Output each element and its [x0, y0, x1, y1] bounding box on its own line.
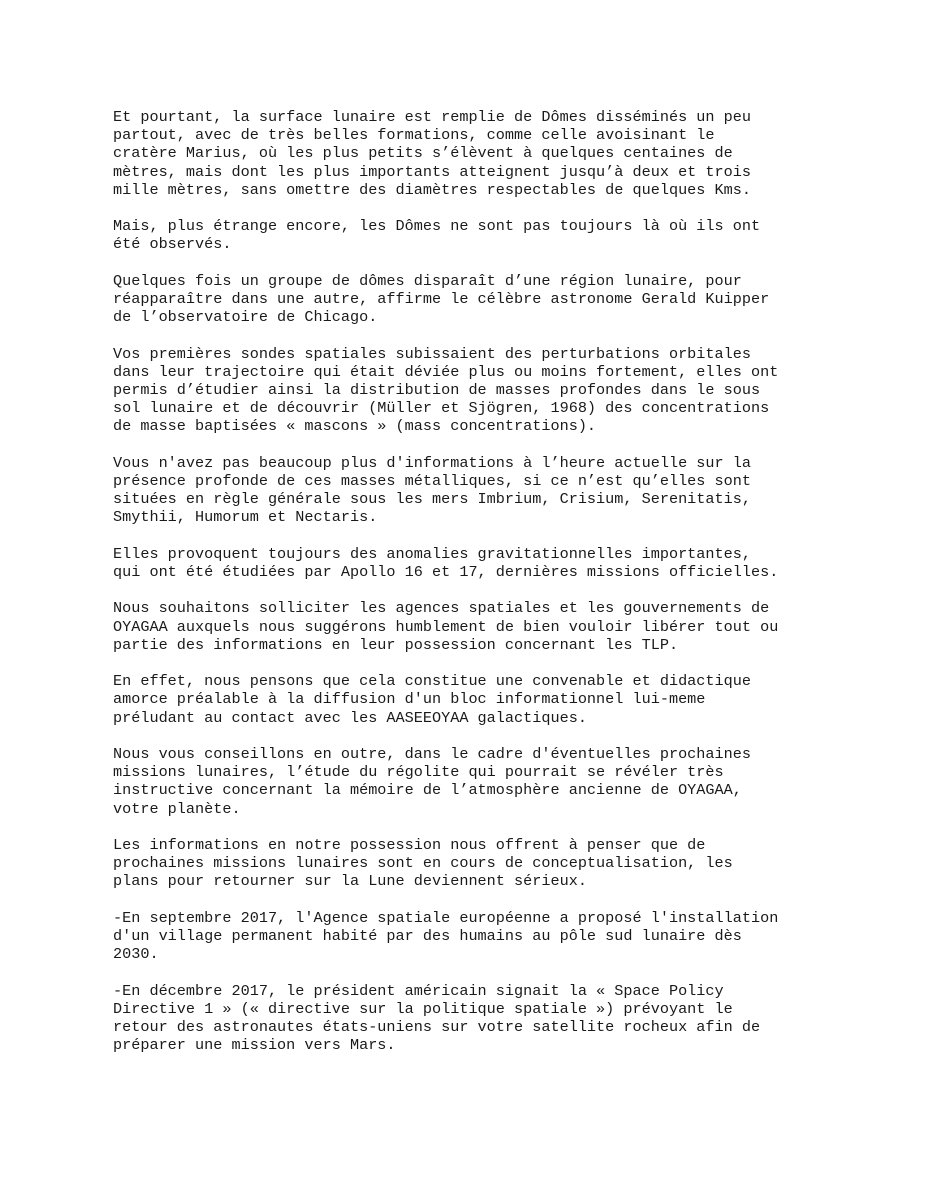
paragraph-mascons [113, 345, 833, 436]
text-line: de masse baptisées « mascons » (mass concentrations). [113, 417, 597, 436]
text-line: partie des informations en leur possession concernant les TLP. [113, 635, 679, 654]
text-line: Directive 1 » (« directive sur la politique spatiale ») prévoyant le [113, 999, 733, 1018]
text-line: Nous vous conseillons en outre, dans le cadre d'éventuelles prochaines [113, 744, 751, 763]
text-line: OYAGAA auxquels nous suggérons humblement de bien vouloir libérer tout ou [113, 617, 779, 636]
text-line: de l’observatoire de Chicago. [113, 308, 378, 327]
text-line: sol lunaire et de découvrir (Müller et Sjögren, 1968) des concentrations [113, 399, 770, 418]
text-line: -En septembre 2017, l'Agence spatiale européenne a proposé l'installation [113, 908, 779, 927]
text-line: instructive concernant la mémoire de l’atmosphère ancienne de OYAGAA, [113, 781, 742, 800]
text-line: En effet, nous pensons que cela constitue une convenable et didactique [113, 672, 751, 691]
text-line: Nous souhaitons solliciter les agences spatiales et les gouvernements de [113, 599, 770, 618]
text-line: -En décembre 2017, le président américain signait la « Space Policy [113, 981, 724, 1000]
paragraph-esa-2017 [113, 909, 833, 964]
text-line: Quelques fois un groupe de dômes disparaît d’une région lunaire, pour [113, 271, 742, 290]
text-line: cratère Marius, où les plus petits s’élèvent à quelques centaines de [113, 144, 733, 163]
text-line: situées en règle générale sous les mers Imbrium, Crisium, Serenitatis, [113, 490, 751, 509]
text-line: présence profonde de ces masses métalliques, si ce n’est qu’elles sont [113, 472, 751, 490]
text-line: dans leur trajectoire qui était déviée plus ou moins fortement, elles ont [113, 362, 779, 381]
text-line: partout, avec de très belles formations, comme celle avoisinant le [113, 126, 715, 145]
text-line: retour des astronautes états-uniens sur votre satellite rocheux afin de [113, 1017, 761, 1036]
paragraph-space-policy-2017 [113, 982, 833, 1055]
text-line: Vos premières sondes spatiales subissaient des perturbations orbitales [113, 344, 751, 363]
text-line: Vous n'avez pas beaucoup plus d'informations à l’heure actuelle sur la [113, 453, 751, 472]
text-line: qui ont été étudiées par Apollo 16 et 17, dernières missions officielles. [113, 563, 779, 581]
text-line: amorce préalable à la diffusion d'un bloc informationnel lui-meme [113, 690, 706, 709]
text-line: missions lunaires, l’étude du régolite qui pourrait se révéler très [113, 763, 724, 782]
text-line: été observés. [113, 235, 232, 254]
paragraph-regolith [113, 745, 833, 818]
paragraph-metallic-masses [113, 454, 833, 527]
text-line: Les informations en notre possession nous offrent à penser que de [113, 835, 706, 854]
paragraph-request [113, 599, 833, 654]
paragraph-contact [113, 672, 833, 727]
text-line: préparer une mission vers Mars. [113, 1036, 396, 1055]
document-page [113, 108, 833, 1073]
text-line: permis d’étudier ainsi la distribution de masses profondes dans le sous [113, 381, 761, 399]
text-line: prochaines missions lunaires sont en cours de conceptualisation, les [113, 854, 733, 873]
text-line: mille mètres, sans omettre des diamètres respectables de quelques Kms. [113, 180, 751, 199]
text-line: votre planète. [113, 799, 241, 818]
text-line: 2030. [113, 945, 159, 964]
paragraph-strange [113, 217, 833, 253]
text-line: mètres, mais dont les plus importants atteignent jusqu’à deux et trois [113, 162, 751, 181]
text-line: Smythii, Humorum et Nectaris. [113, 508, 378, 527]
text-line: Elles provoquent toujours des anomalies gravitationnelles importantes, [113, 544, 751, 563]
paragraph-anomalies [113, 545, 833, 581]
text-line: préludant au contact avec les AASEEOYAA galactiques. [113, 708, 587, 727]
paragraph-future-missions [113, 836, 833, 891]
paragraph-domes [113, 108, 833, 199]
text-line: Mais, plus étrange encore, les Dômes ne sont pas toujours là où ils ont [113, 217, 761, 236]
text-line: Et pourtant, la surface lunaire est remplie de Dômes disséminés un peu [113, 108, 751, 126]
text-line: réapparaître dans une autre, affirme le célèbre astronome Gerald Kuipper [113, 290, 770, 308]
text-line: plans pour retourner sur la Lune deviennent sérieux. [113, 872, 587, 891]
text-line: d'un village permanent habité par des humains au pôle sud lunaire dès [113, 926, 742, 945]
paragraph-kuipper [113, 272, 833, 327]
